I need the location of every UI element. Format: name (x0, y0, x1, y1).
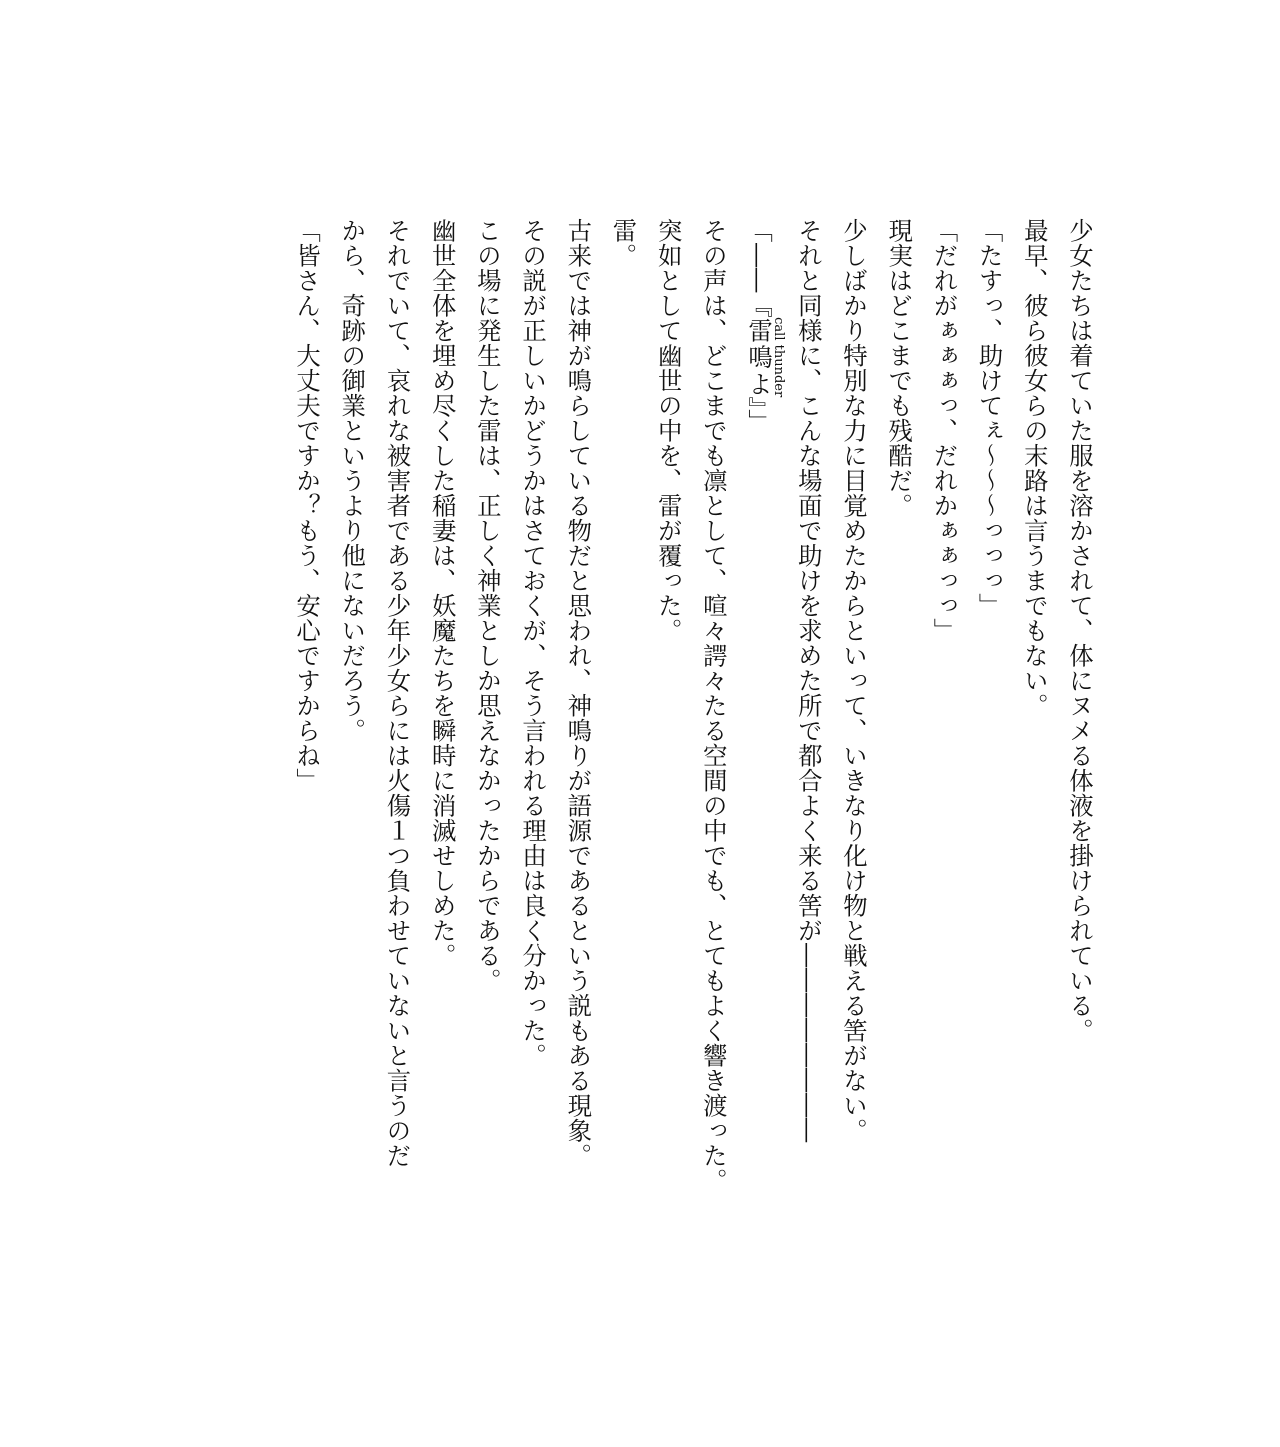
text-line: 現実はどこまでも残酷だ。 (884, 218, 914, 518)
ruby-annotation (744, 317, 787, 398)
text-line: 「たすっ、助けてぇ～～～っっっ」 (974, 218, 1004, 618)
line-prefix: 「――『 (744, 218, 774, 318)
text-line: 少しばかり特別な力に目覚めたからといって、いきなり化け物と戦える筈がない。 (838, 218, 868, 1143)
vertical-text-block (284, 218, 1102, 1298)
text-line: 「だれがぁぁぁっ、だれかぁぁっっ」 (929, 218, 959, 643)
text-line: 古来では神が鳴らしている物だと思われ、神鳴りが語源であるという説もある現象。 (563, 218, 593, 1168)
text-line: 少女たちは着ていた服を溶かされて、体にヌメる体液を掛けられている。 (1065, 218, 1094, 1043)
ruby-text: call thunder (771, 317, 787, 398)
text-line: から、奇跡の御業というより他にないだろう。 (337, 218, 367, 743)
text-line: 「皆さん、大丈夫ですか？もう、安心ですからね」 (292, 218, 322, 793)
text-line-with-ruby (736, 218, 786, 1298)
line-suffix: 』」 (744, 396, 774, 435)
text-line: その説が正しいかどうかはさておくが、そう言われる理由は良く分かった。 (518, 218, 548, 1068)
text-line: それと同様に、こんな場面で助けを求めた所で都合よく来る筈が―――――――― (793, 218, 823, 1143)
text-line: 突如として幽世の中を、雷が覆った。 (653, 218, 683, 643)
text-line: この場に発生した雷は、正しく神業としか思えなかったからである。 (472, 218, 502, 993)
text-line: 幽世全体を埋め尽くした稲妻は、妖魔たちを瞬時に消滅せしめた。 (427, 218, 457, 968)
text-line: 最早、彼ら彼女らの末路は言うまでもない。 (1019, 218, 1049, 718)
text-line: その声は、どこまでも凛として、喧々諤々たる空間の中でも、とてもよく響き渡った。 (698, 218, 728, 1193)
text-line: それでいて、哀れな被害者である少年少女らには火傷１つ負わせていないと言うのだ (382, 218, 412, 1168)
text-line: 雷。 (608, 218, 638, 268)
ruby-base: 雷鳴よ (744, 317, 774, 398)
